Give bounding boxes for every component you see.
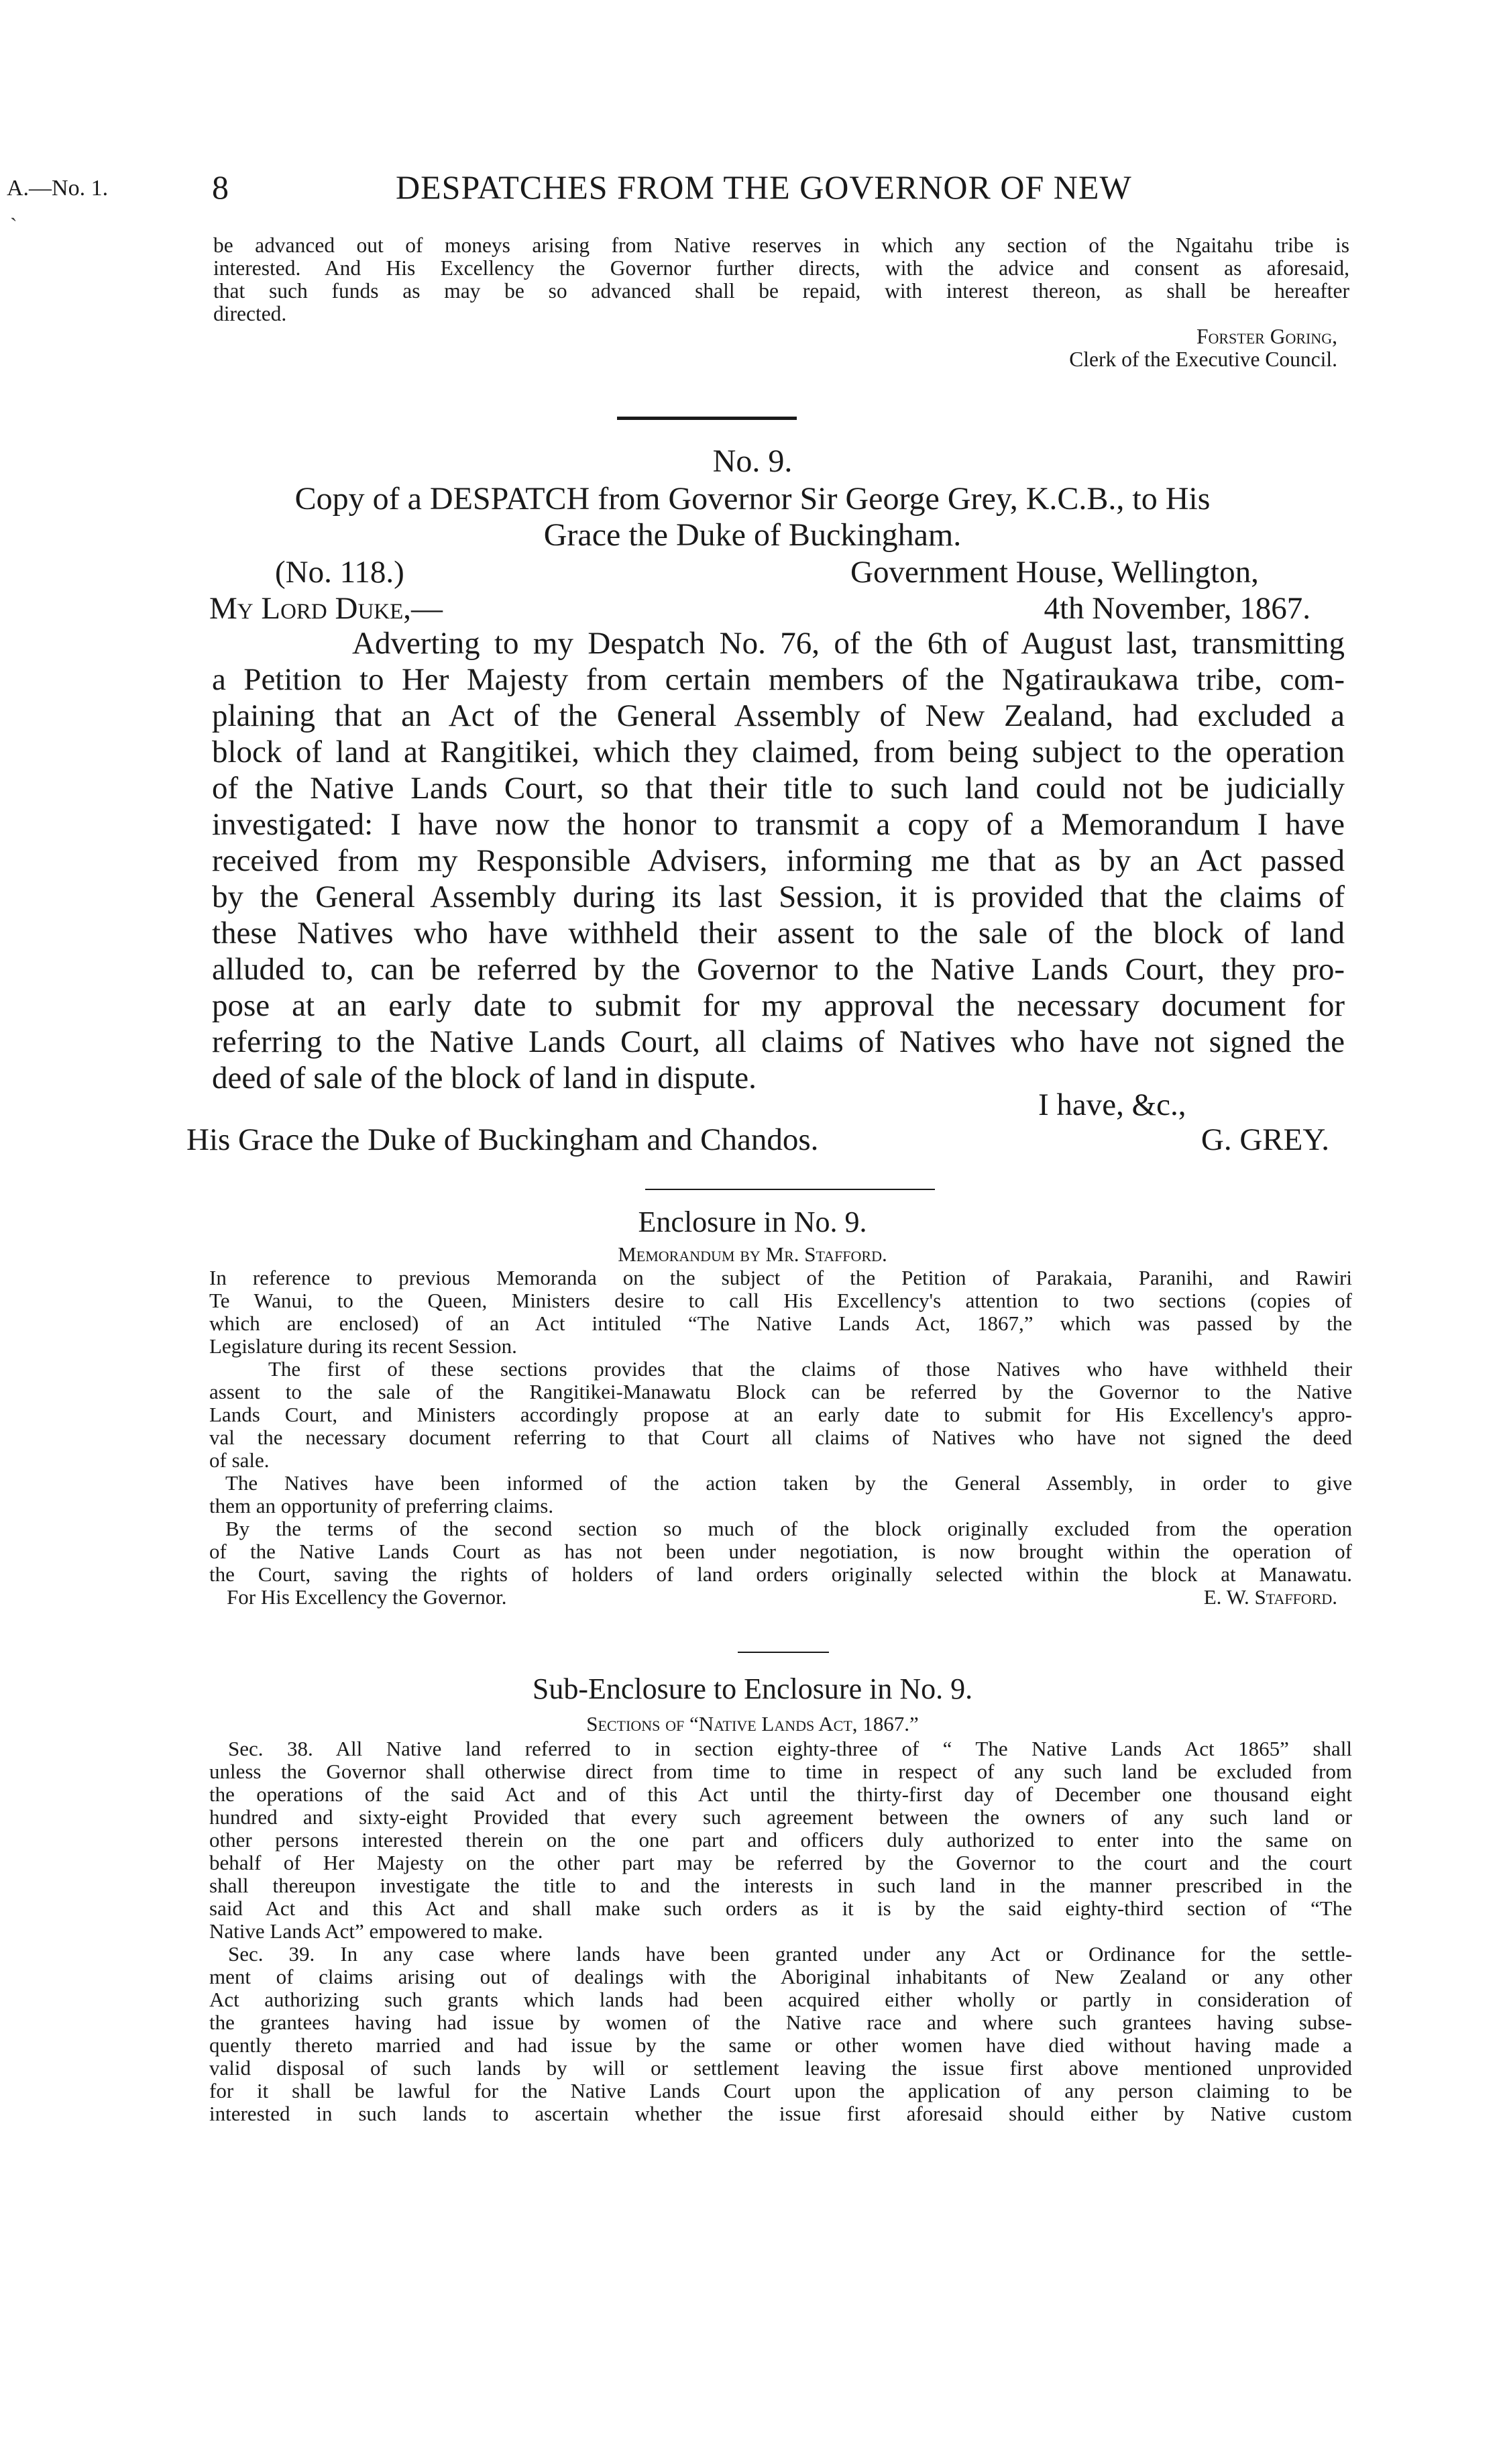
text-line: By the terms of the second section so much of the block originally excluded from the operation [225, 1517, 1352, 1540]
salutation: My Lord Duke,— [209, 591, 443, 626]
text-line: ment of claims arising out of dealings with the Aboriginal inhabitants of New Zealand or any other [209, 1965, 1352, 1988]
text-line: the Court, saving the rights of holders of land orders originally selected within the block at Manawatu. [209, 1562, 1352, 1586]
text-line: quently thereto married and had issue by the same or other women have died without having made a [209, 2033, 1352, 2057]
body-line: these Natives who have withheld their assent to the sale of the block of land [212, 916, 1345, 951]
text-line: behalf of Her Majesty on the other part may be referred by the Governor to the court and the court [209, 1851, 1352, 1874]
body-line: Adverting to my Despatch No. 76, of the 6th of August last, transmitting [352, 626, 1345, 661]
text-line: hundred and sixty-eight Provided that every such agreement between the owners of any such land or [209, 1805, 1352, 1829]
text-line: Native Lands Act” empowered to make. [209, 1919, 543, 1943]
despatch-ref-number: (No. 118.) [275, 555, 404, 590]
despatch-date: 4th November, 1867. [1044, 591, 1311, 626]
body-line: a Petition to Her Majesty from certain members of the Ngatiraukawa tribe, com- [212, 662, 1345, 697]
for-line: For His Excellency the Governor. [227, 1585, 507, 1609]
despatch-signature: G. GREY. [1201, 1122, 1329, 1157]
signature-title: Clerk of the Executive Council. [1069, 347, 1337, 371]
text-line: for it shall be lawful for the Native Lands Court upon the application of any person claiming to be [209, 2079, 1352, 2102]
addressee: His Grace the Duke of Buckingham and Chandos. [186, 1122, 819, 1157]
text-line: shall thereupon investigate the title to and the interests in such land in the manner prescribed in the [209, 1874, 1352, 1897]
text-line: of the Native Lands Court as has not been under negotiation, is now brought within the operation of [209, 1540, 1352, 1563]
body-line: block of land at Rangitikei, which they claimed, from being subject to the operation [212, 735, 1345, 769]
enclosure-signature: E. W. Stafford. [1203, 1585, 1337, 1609]
despatch-number: No. 9. [712, 443, 793, 479]
despatch-heading-line2: Grace the Duke of Buckingham. [543, 517, 962, 553]
section-rule [617, 417, 797, 420]
text-line: interested. And His Excellency the Governor further directs, with the advice and consent as aforesaid, [213, 256, 1349, 280]
enclosure-subtitle: Memorandum by Mr. Stafford. [618, 1242, 887, 1266]
text-line: The first of these sections provides that the claims of those Natives who have withheld their [268, 1357, 1352, 1381]
text-line: Legislature during its recent Session. [209, 1334, 517, 1358]
text-line: unless the Governor shall otherwise direct from time to time in respect of any such land be excluded from [209, 1760, 1352, 1783]
text-line: Lands Court, and Ministers accordingly propose at an early date to submit for His Excellency's appro- [209, 1403, 1352, 1426]
text-line: valid disposal of such lands by will or settlement leaving the issue first above mentioned unprovided [209, 2056, 1352, 2080]
text-line: of sale. [209, 1448, 270, 1472]
body-line: referring to the Native Lands Court, all claims of Natives who have not signed the [212, 1024, 1345, 1059]
despatch-heading-line1: Copy of a DESPATCH from Governor Sir George Grey, K.C.B., to His [294, 481, 1211, 517]
text-line: that such funds as may be so advanced shall be repaid, with interest thereon, as shall be hereafter [213, 279, 1349, 303]
body-line: plaining that an Act of the General Assembly of New Zealand, had excluded a [212, 698, 1345, 733]
margin-mark: ˋ [10, 213, 17, 237]
despatch-location: Government House, Wellington, [850, 555, 1259, 590]
page-number: 8 [212, 168, 229, 206]
text-line: the operations of the said Act and of this Act until the thirty-first day of December one thousand eight [209, 1782, 1352, 1806]
text-line: The Natives have been informed of the action taken by the General Assembly, in order to give [225, 1471, 1352, 1495]
text-line: Te Wanui, to the Queen, Ministers desire to call His Excellency's attention to two sections (copies of [209, 1289, 1352, 1312]
sub-enclosure-title: Sub-Enclosure to Enclosure in No. 9. [532, 1672, 973, 1705]
text-line: val the necessary document referring to that Court all claims of Natives who have not signed the deed [209, 1426, 1352, 1449]
text-line: directed. [213, 302, 287, 325]
text-line: them an opportunity of preferring claims. [209, 1494, 554, 1517]
section-rule [738, 1652, 829, 1653]
closing: I have, &c., [1038, 1087, 1186, 1122]
signature-name: Forster Goring, [1196, 325, 1337, 348]
body-line: deed of sale of the block of land in dispute. [212, 1061, 757, 1095]
text-line: interested in such lands to ascertain whether the issue first aforesaid should either by Native custom [209, 2102, 1352, 2125]
text-line: Sec. 38. All Native land referred to in section eighty-three of “ The Native Lands Act 1865” shall [228, 1737, 1352, 1760]
body-line: pose at an early date to submit for my approval the necessary document for [212, 988, 1345, 1023]
text-line: which are enclosed) of an Act intituled “The Native Lands Act, 1867,” which was passed by the [209, 1311, 1352, 1335]
text-line: other persons interested therein on the one part and officers duly authorized to enter into the same on [209, 1828, 1352, 1852]
running-title: DESPATCHES FROM THE GOVERNOR OF NEW [396, 168, 1132, 206]
text-line: In reference to previous Memoranda on the subject of the Petition of Parakaia, Paranihi, and Rawiri [209, 1266, 1352, 1289]
text-line: Sec. 39. In any case where lands have been granted under any Act or Ordinance for the settle- [228, 1942, 1352, 1966]
body-line: of the Native Lands Court, so that their title to such land could not be judicially [212, 771, 1345, 806]
sub-enclosure-subtitle: Sections of “Native Lands Act, 1867.” [586, 1712, 919, 1735]
text-line: the grantees having had issue by women of the Native race and where such grantees having subse- [209, 2011, 1352, 2034]
body-line: investigated: I have now the honor to transmit a copy of a Memorandum I have [212, 807, 1345, 842]
body-line: received from my Responsible Advisers, informing me that as by an Act passed [212, 843, 1345, 878]
text-line: be advanced out of moneys arising from Native reserves in which any section of the Ngaitahu tribe is [213, 233, 1349, 257]
document-reference: A.—No. 1. [7, 176, 109, 201]
text-line: said Act and this Act and shall make such orders as it is by the said eighty-third section of “The [209, 1896, 1352, 1920]
body-line: by the General Assembly during its last Session, it is provided that the claims of [212, 879, 1345, 914]
body-line: alluded to, can be referred by the Governor to the Native Lands Court, they pro- [212, 952, 1345, 987]
section-rule [645, 1189, 935, 1190]
enclosure-title: Enclosure in No. 9. [638, 1206, 867, 1238]
text-line: assent to the sale of the Rangitikei-Manawatu Block can be referred by the Governor to the Native [209, 1380, 1352, 1403]
text-line: Act authorizing such grants which lands had been acquired either wholly or partly in consideration of [209, 1988, 1352, 2011]
